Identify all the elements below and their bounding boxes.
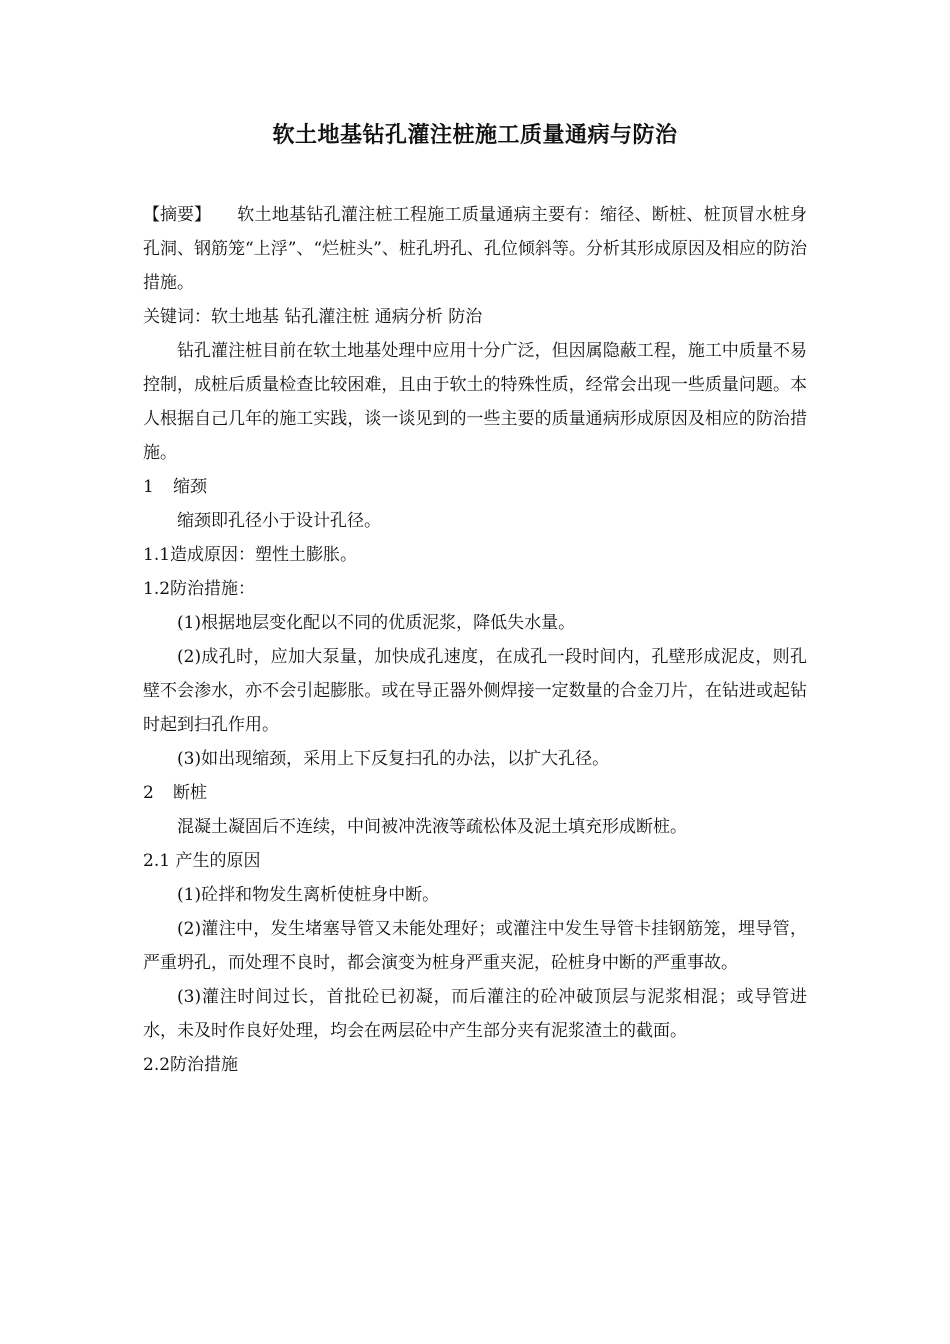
keywords-line: 关键词：软土地基 钻孔灌注桩 通病分析 防治 [143, 307, 483, 327]
document-body [143, 198, 807, 1082]
intro-paragraph: 钻孔灌注桩目前在软土地基处理中应用十分广泛，但因属隐蔽工程，施工中质量不易控制，成桩后质量检查比较困难，且由于软土的特殊性质，经常会出现一些质量问题。本人根据自己几年的施工实践，谈一谈见到的一些主要的质量通病形成原因及相应的防治措施。 [143, 341, 807, 463]
section-2-cause-2: (2)灌注中，发生堵塞导管又未能处理好；或灌注中发生导管卡挂钢筋笼，埋导管，严重坍孔，而处理不良时，都会演变为桩身严重夹泥，砼桩身中断的严重事故。 [143, 919, 807, 973]
section-2-title: 断桩 [173, 783, 207, 803]
section-1-2-heading: 1.2防治措施： [143, 579, 256, 599]
section-2-1-heading: 2.1 产生的原因 [143, 851, 261, 871]
section-2-cause-1: (1)砼拌和物发生离析使桩身中断。 [177, 885, 440, 905]
section-1-measure-2: (2)成孔时，应加大泵量，加快成孔速度，在成孔一段时间内，孔壁形成泥皮，则孔壁不会渗水，亦不会引起膨胀。或在导正器外侧焊接一定数量的合金刀片，在钻进或起钻时起到扫孔作用。 [143, 647, 807, 735]
section-1-1-cause: 1.1造成原因：塑性土膨胀。 [143, 545, 358, 565]
section-2-cause-3: (3)灌注时间过长，首批砼已初凝，而后灌注的砼冲破顶层与泥浆相混；或导管进水，未及时作良好处理，均会在两层砼中产生部分夹有泥浆渣土的截面。 [143, 987, 807, 1041]
section-1-heading [143, 470, 807, 504]
section-2-description: 混凝土凝固后不连续，中间被冲洗液等疏松体及泥土填充形成断桩。 [177, 817, 687, 837]
section-1-measure-3: (3)如出现缩颈，采用上下反复扫孔的办法，以扩大孔径。 [177, 749, 610, 769]
abstract-paragraph [143, 198, 807, 300]
document-title: 软土地基钻孔灌注桩施工质量通病与防治 [272, 122, 678, 148]
abstract-text: 软土地基钻孔灌注桩工程施工质量通病主要有：缩径、断桩、桩顶冒水桩身孔洞、钢筋笼“上浮”、“烂桩头”、桩孔坍孔、孔位倾斜等。分析其形成原因及相应的防治措施。 [143, 205, 807, 293]
section-1-measure-1: (1)根据地层变化配以不同的优质泥浆，降低失水量。 [177, 613, 576, 633]
section-2-heading [143, 776, 807, 810]
section-1-number: 1 [143, 477, 154, 497]
section-2-2-heading: 2.2防治措施 [143, 1055, 239, 1075]
section-1-description: 缩颈即孔径小于设计孔径。 [177, 511, 381, 531]
section-2-number: 2 [143, 783, 154, 803]
abstract-label: 【摘要】 [143, 205, 211, 225]
section-1-title: 缩颈 [173, 477, 207, 497]
